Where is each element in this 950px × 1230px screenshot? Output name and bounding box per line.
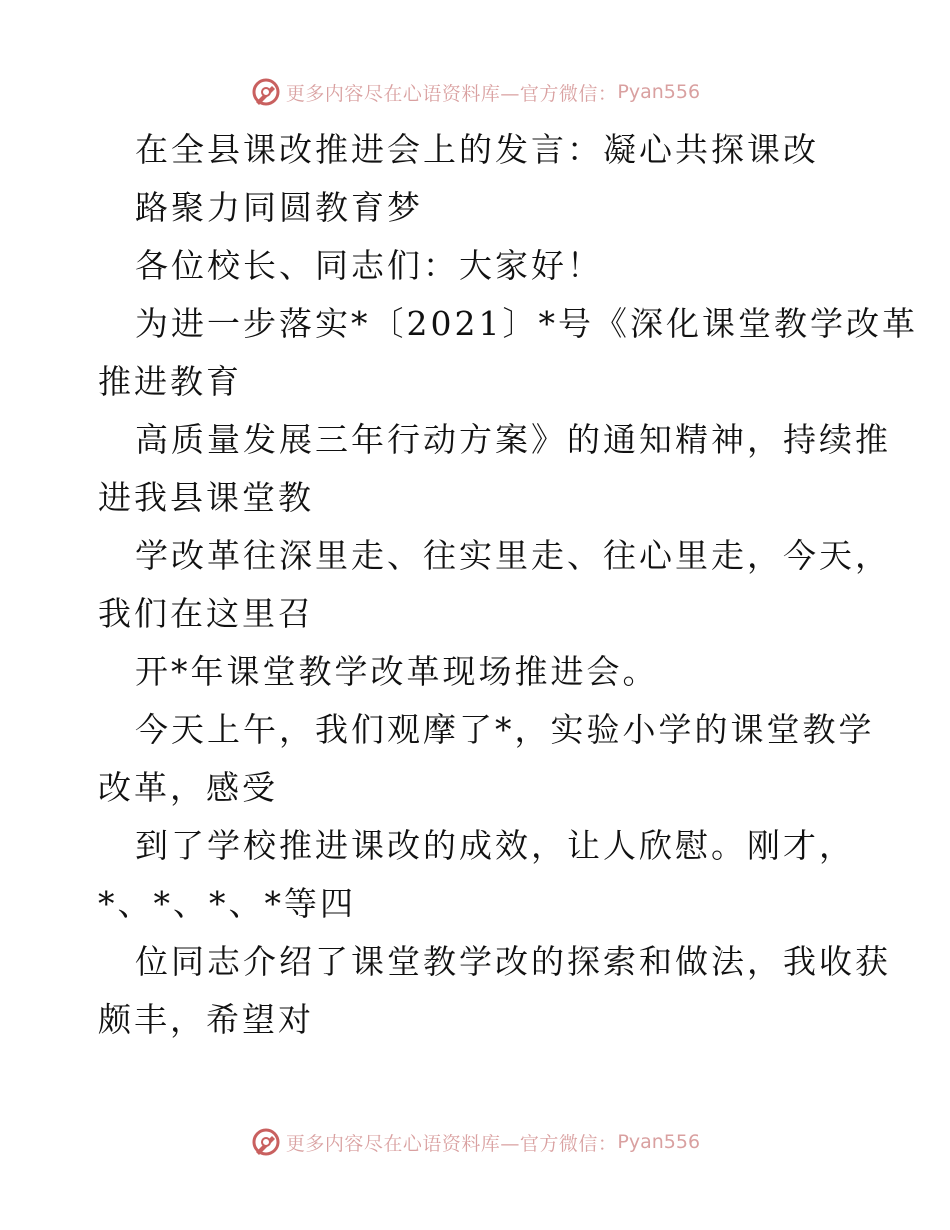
paragraph-line: 学改革往深里走、往实里走、往心里走，今天， <box>135 536 891 575</box>
salutation-line: 各位校长、同志们：大家好！ <box>135 246 603 285</box>
paragraph-line: *、*、*、*等四 <box>98 884 356 923</box>
watermark-handle: Pyan556 <box>617 1131 701 1153</box>
title-line-2: 路聚力同圆教育梦 <box>135 188 423 227</box>
paragraph-line: 颇丰，希望对 <box>98 1000 314 1039</box>
footer-watermark <box>0 1122 950 1162</box>
paragraph-line: 推进教育 <box>98 362 242 401</box>
header-watermark <box>0 72 950 112</box>
watermark-text: 更多内容尽在心语资料库—官方微信： <box>285 82 618 105</box>
paragraph-line: 开*年课堂教学改革现场推进会。 <box>135 652 659 691</box>
title-line-1: 在全县课改推进会上的发言：凝心共探课改 <box>135 130 819 169</box>
pen-logo-icon <box>250 1126 282 1158</box>
paragraph-line: 我们在这里召 <box>98 594 314 633</box>
watermark-text: 更多内容尽在心语资料库—官方微信： <box>285 1132 618 1155</box>
paragraph-line: 为进一步落实*〔2021〕*号《深化课堂教学改革 <box>135 304 918 343</box>
paragraph-line: 改革，感受 <box>98 768 278 807</box>
paragraph-line: 位同志介绍了课堂教学改的探索和做法，我收获 <box>135 942 891 981</box>
paragraph-line: 进我县课堂教 <box>98 478 314 517</box>
paragraph-line: 高质量发展三年行动方案》的通知精神，持续推 <box>135 420 891 459</box>
paragraph-line: 今天上午，我们观摩了*，实验小学的课堂教学 <box>135 710 875 749</box>
pen-logo-icon <box>250 76 282 108</box>
paragraph-line: 到了学校推进课改的成效，让人欣慰。刚才， <box>135 826 855 865</box>
watermark-handle: Pyan556 <box>617 81 701 103</box>
